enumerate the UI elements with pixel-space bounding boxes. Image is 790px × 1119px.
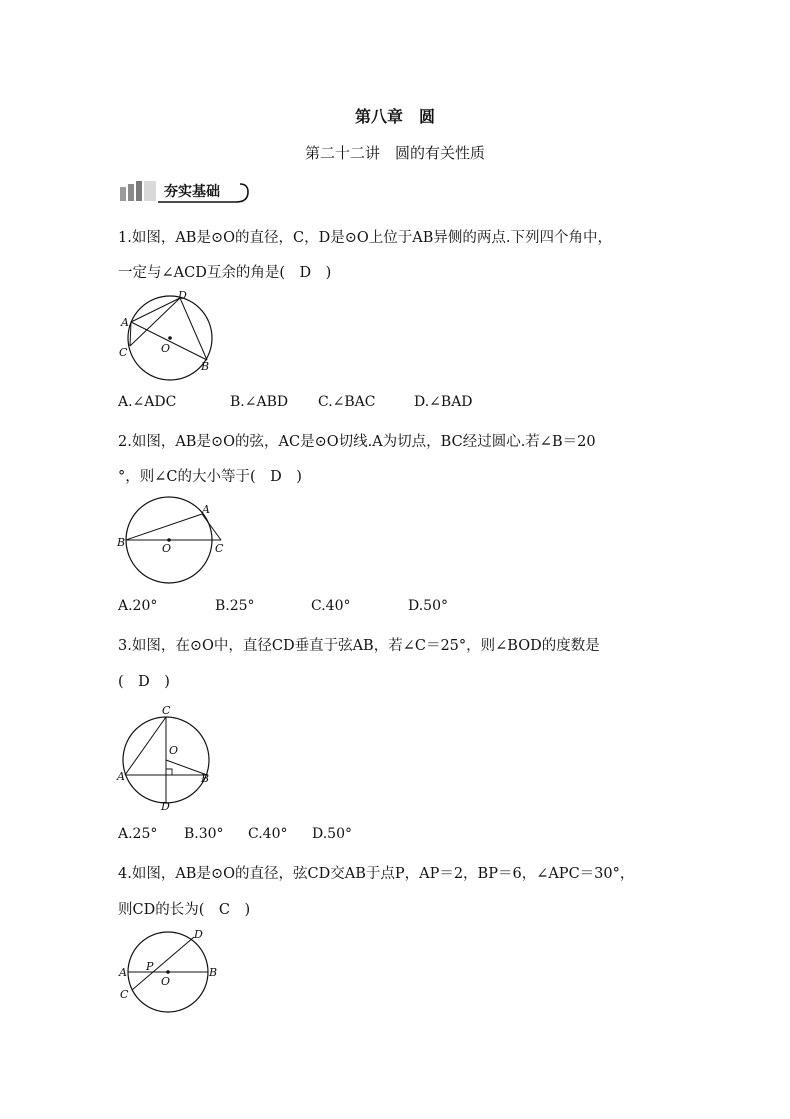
q3-option-a: A.25°	[118, 826, 158, 842]
q2-line2: °，则∠C的大小等于( D )	[118, 469, 302, 485]
q3-figure	[112, 700, 222, 812]
q3-option-c: C.40°	[248, 826, 288, 842]
q2-label-o: O	[162, 542, 172, 555]
q1-chord-bd	[180, 298, 207, 360]
q3-option-d: D.50°	[312, 826, 352, 842]
q2-chord-ab	[126, 514, 202, 540]
section-label: 夯实基础	[164, 184, 220, 200]
q1-option-b: B.∠ABD	[230, 394, 289, 410]
q4-center-dot	[166, 970, 170, 974]
section-header	[118, 178, 258, 204]
q4-label-d: D	[194, 928, 203, 941]
q1-line1: 1.如图，AB是⊙O的直径，C，D是⊙O上位于AB异侧的两点.下列四个角中，	[118, 230, 612, 246]
q3-line2: ( D )	[118, 674, 170, 690]
q4-label-a: A	[119, 966, 127, 979]
q1-line2: 一定与∠ACD互余的角是( D )	[118, 265, 332, 281]
q3-line1: 3.如图，在⊙O中，直径CD垂直于弦AB，若∠C＝25°，则∠BOD的度数是	[118, 638, 600, 654]
q1-label-c: C	[119, 346, 128, 359]
q2-line1: 2.如图，AB是⊙O的弦，AC是⊙O切线.A为切点，BC经过圆心.若∠B＝20	[118, 434, 596, 450]
q3-right-angle-mark	[166, 769, 172, 775]
q2-label-a: A	[202, 503, 210, 516]
q3-option-b: B.30°	[184, 826, 224, 842]
q1-chord-cd	[130, 298, 180, 346]
q2-label-c: C	[215, 542, 224, 555]
q4-line1: 4.如图，AB是⊙O的直径，弦CD交AB于点P，AP＝2，BP＝6，∠APC＝30°，	[118, 866, 635, 882]
q1-label-b: B	[201, 360, 210, 373]
q3-line-ac	[125, 717, 166, 775]
q4-label-o: O	[161, 975, 171, 988]
q2-option-c: C.40°	[311, 598, 351, 614]
q1-label-a: A	[121, 316, 129, 329]
q1-option-d: D.∠BAD	[414, 394, 473, 410]
book-stack-icon	[118, 181, 158, 201]
q1-label-d: D	[178, 290, 187, 302]
chapter-title: 第八章 圆	[354, 107, 435, 126]
q4-label-c: C	[120, 988, 129, 1001]
q3-label-a: A	[117, 770, 125, 783]
q2-option-d: D.50°	[408, 598, 448, 614]
q1-option-c: C.∠BAC	[318, 394, 376, 410]
q3-label-c: C	[162, 704, 171, 717]
q4-figure	[112, 928, 222, 1016]
q2-option-a: A.20°	[118, 598, 158, 614]
q3-label-o: O	[169, 744, 179, 757]
q3-label-d: D	[161, 800, 170, 812]
q1-figure	[112, 290, 222, 384]
q4-label-p: P	[146, 960, 154, 973]
q3-label-b: B	[201, 772, 210, 785]
q1-label-o: O	[161, 342, 171, 355]
q4-label-b: B	[209, 966, 218, 979]
q2-label-b: B	[117, 536, 126, 549]
q2-option-b: B.25°	[215, 598, 255, 614]
lecture-title: 第二十二讲 圆的有关性质	[304, 144, 485, 162]
q1-option-a: A.∠ADC	[118, 394, 177, 410]
q4-line2: 则CD的长为( C )	[118, 902, 251, 918]
q2-figure	[112, 496, 232, 584]
q1-center-dot	[168, 336, 172, 340]
